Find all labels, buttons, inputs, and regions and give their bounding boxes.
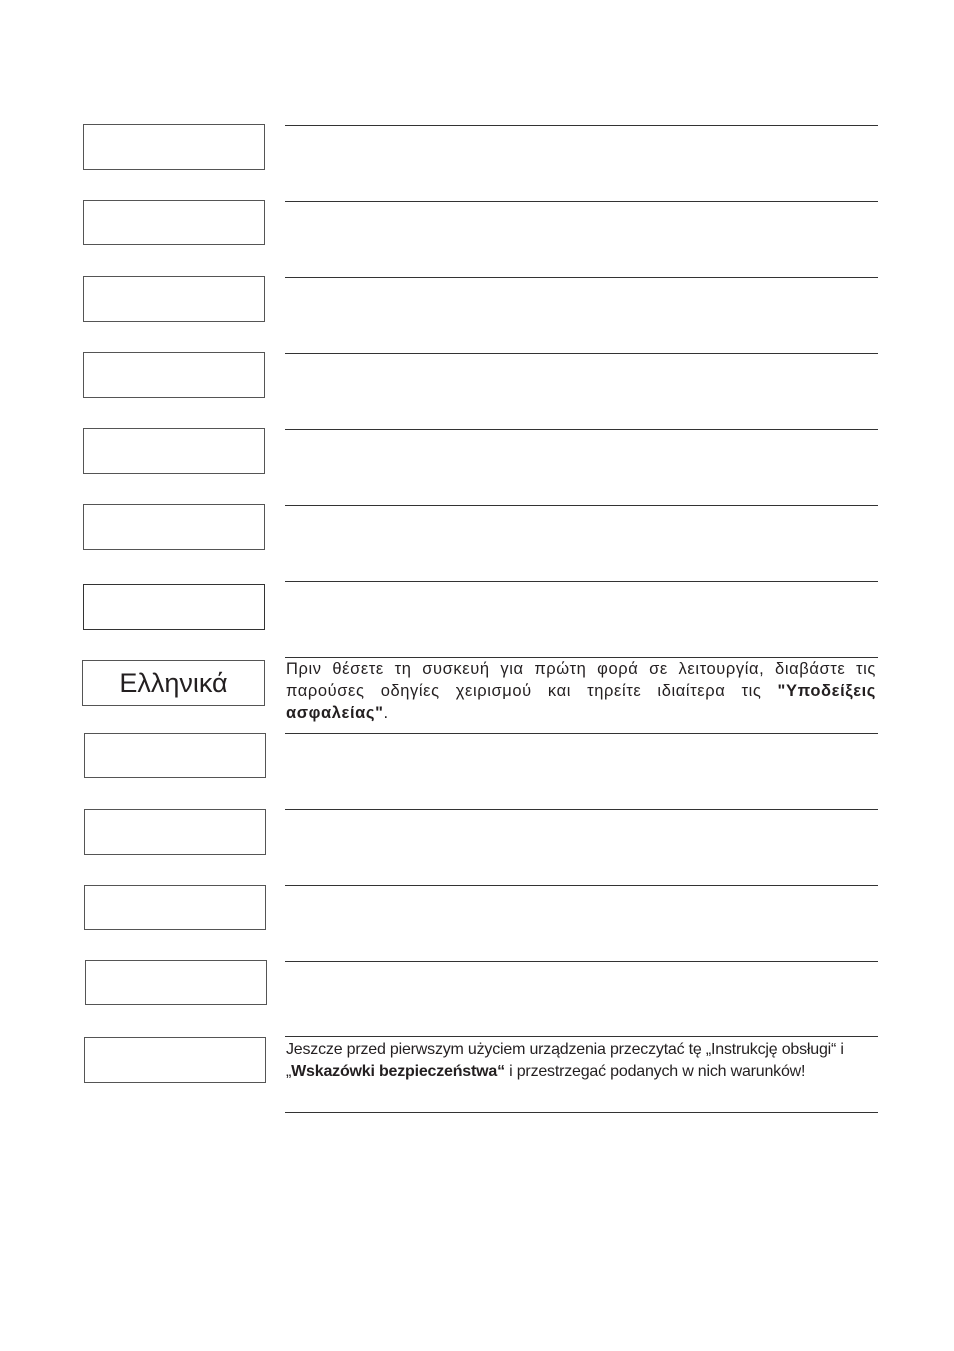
divider-14 (285, 1112, 878, 1113)
language-box-7 (83, 584, 265, 630)
language-box-greek (82, 660, 265, 706)
language-box-3 (83, 276, 265, 322)
divider-4 (285, 353, 878, 354)
greek-notice-text: Πριν θέσετε τη συσκευή για πρώτη φορά σε λειτουργία, διαβάστε τις παρούσες οδηγίες χειρισμού και τηρείτε ιδιαίτερα τις (286, 660, 876, 700)
polish-notice-text: Jeszcze przed pierwszym użyciem urządzenia przeczytać tę „Instrukcję obsługi“ i „ (286, 1041, 844, 1080)
divider-2 (285, 201, 878, 202)
divider-12 (285, 961, 878, 962)
language-box-polish (84, 1037, 266, 1083)
divider-3 (285, 277, 878, 278)
divider-6 (285, 505, 878, 506)
language-box-10 (84, 809, 266, 855)
polish-notice-end: i przestrzegać podanych w nich warunków! (504, 1062, 806, 1080)
divider-9 (285, 733, 878, 734)
greek-language-label: Ελληνικά (119, 667, 228, 698)
language-box-11 (84, 885, 266, 930)
language-box-9 (84, 733, 266, 778)
greek-safety-notice (286, 658, 876, 724)
divider-1 (285, 125, 878, 126)
language-box-5 (83, 428, 265, 474)
language-box-6 (83, 504, 265, 550)
polish-notice-bold: Wskazówki bezpieczeństwa“ (291, 1062, 505, 1080)
greek-notice-end: . (383, 704, 389, 722)
greek-notice-bold: "Υποδείξεις ασφαλείας" (286, 682, 876, 722)
divider-7 (285, 581, 878, 582)
language-box-2 (83, 200, 265, 245)
divider-10 (285, 809, 878, 810)
language-box-1 (83, 124, 265, 170)
polish-safety-notice (286, 1039, 876, 1082)
divider-5 (285, 429, 878, 430)
divider-13 (285, 1036, 878, 1037)
language-box-12 (85, 960, 267, 1005)
language-box-4 (83, 352, 265, 398)
divider-11 (285, 885, 878, 886)
